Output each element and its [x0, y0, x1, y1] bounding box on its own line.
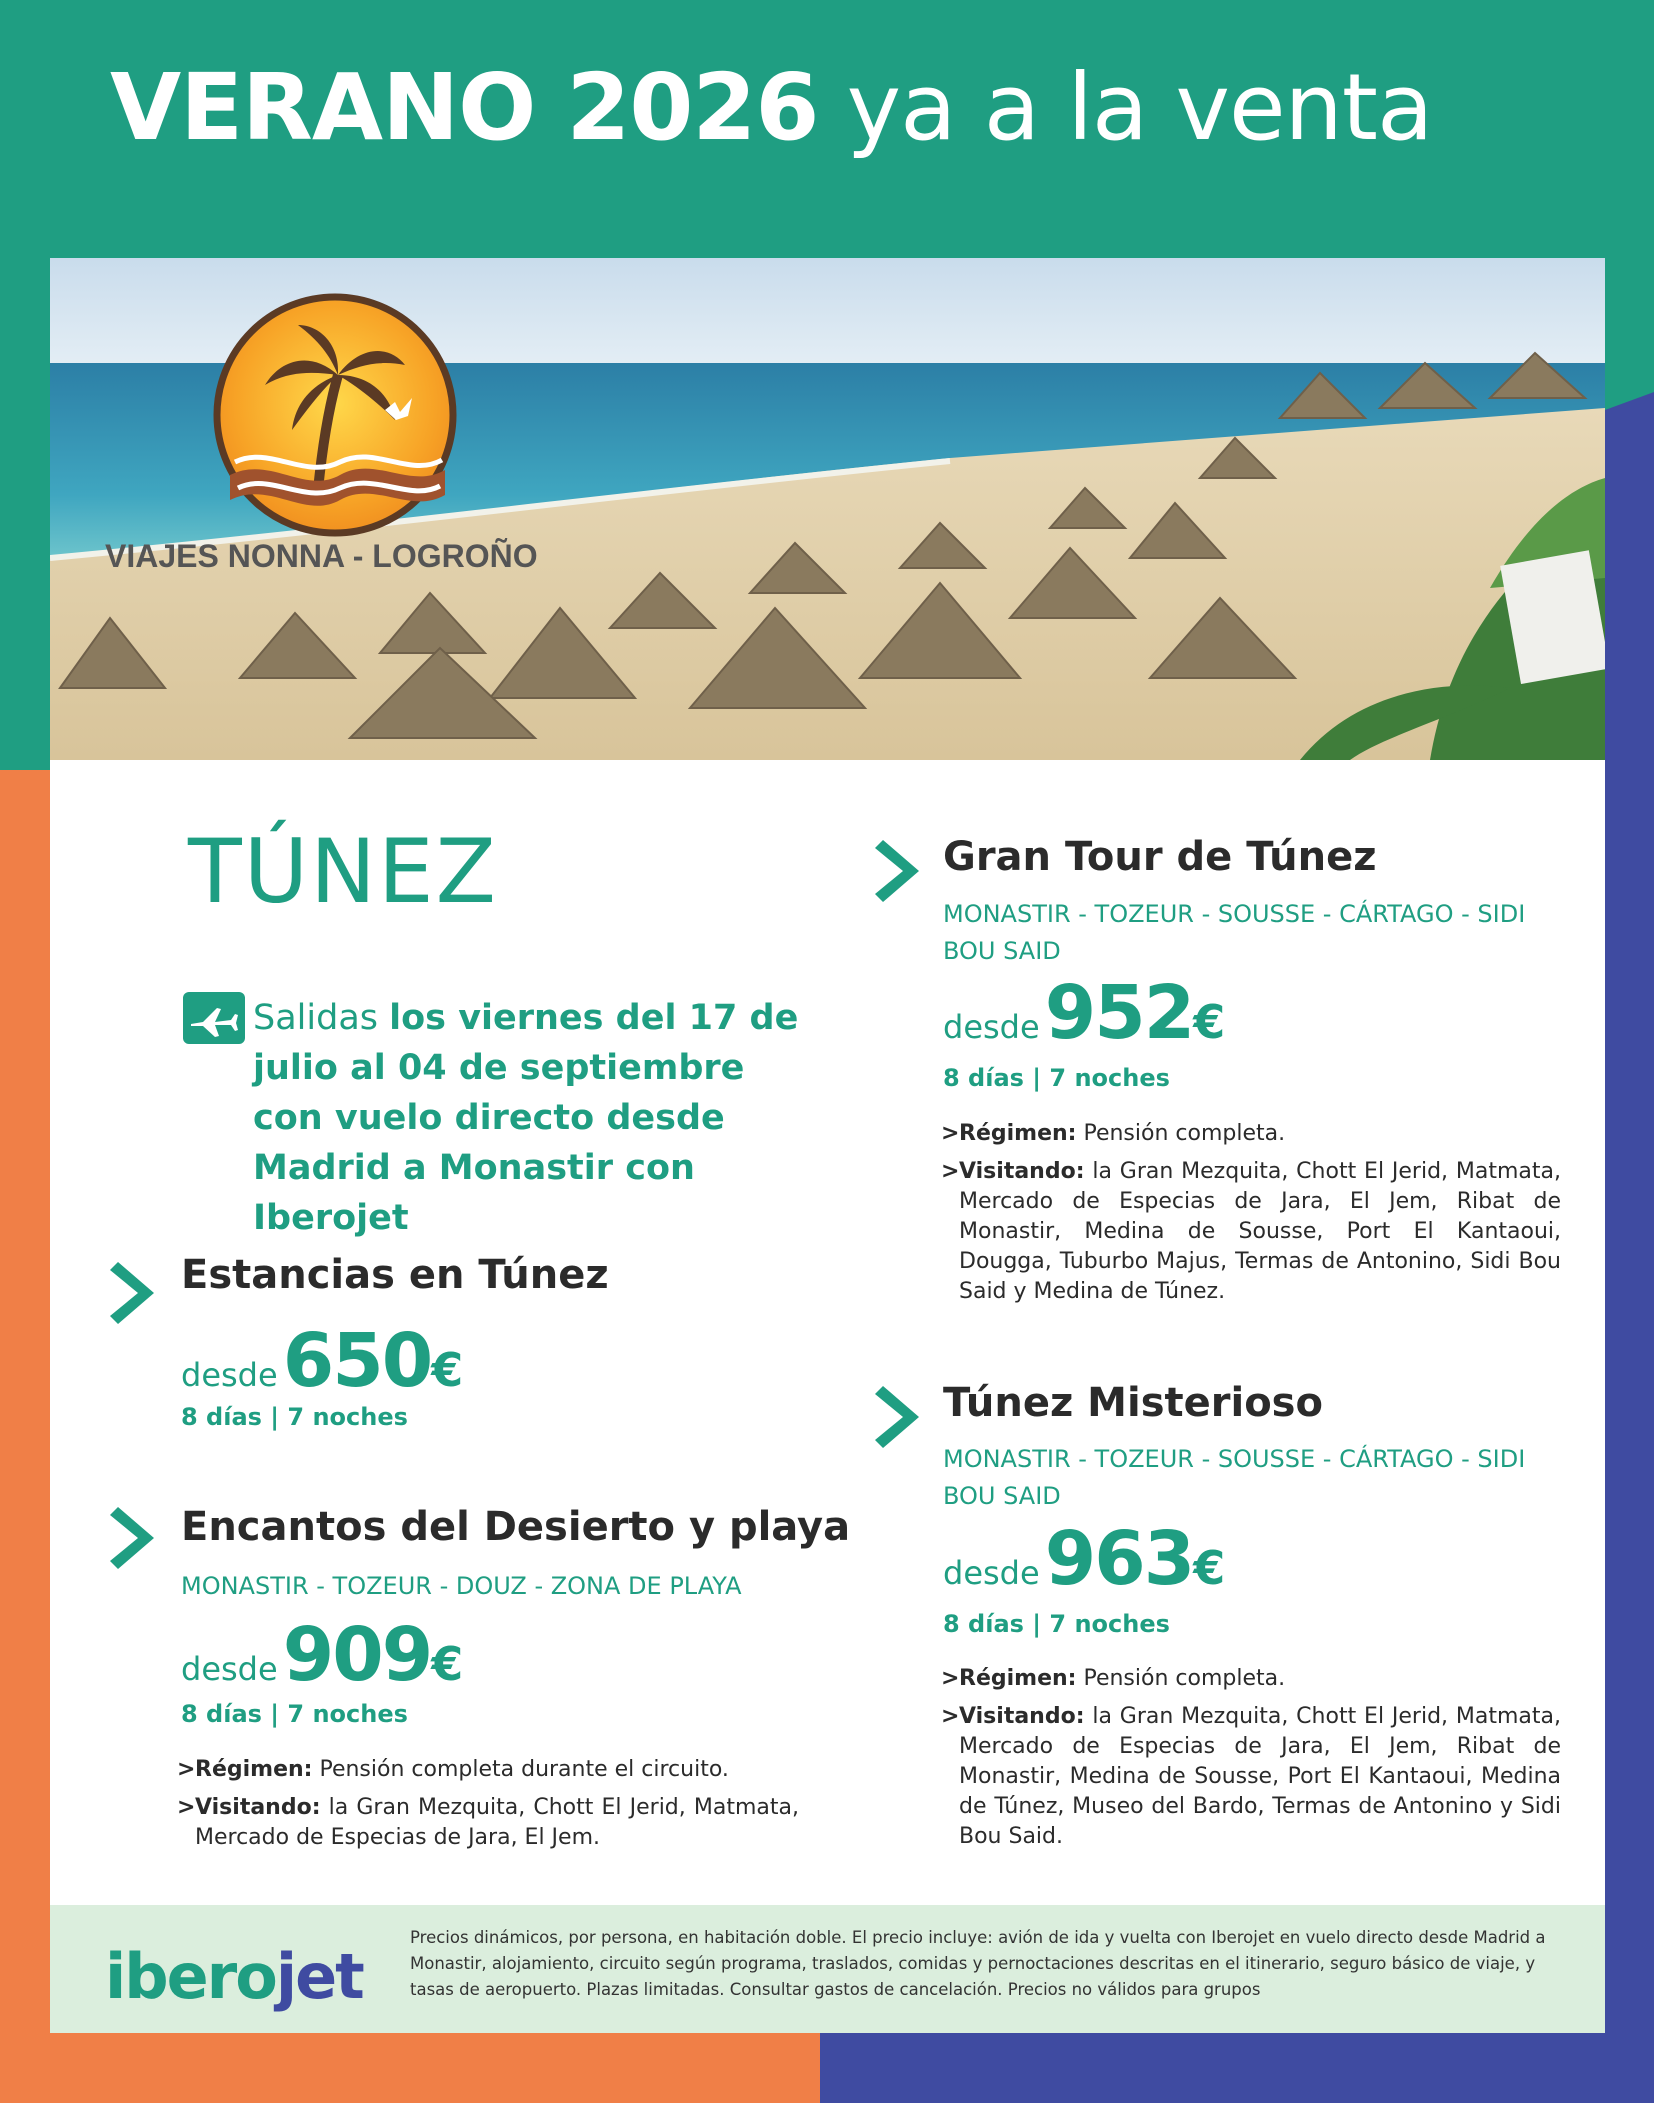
departures-intro: Salidas	[253, 998, 390, 1038]
bullet-marker: >	[941, 1666, 960, 1691]
regimen-text: Pensión completa.	[1083, 1666, 1286, 1691]
bullet-marker: >	[177, 1795, 196, 1820]
offer-title: Gran Tour de Túnez	[943, 834, 1377, 880]
offer-title: Encantos del Desierto y playa	[181, 1504, 851, 1550]
offer-route: MONASTIR - TOZEUR - SOUSSE - CÁRTAGO - SIDI BOU SAID	[943, 900, 1526, 965]
regimen-label: Régimen:	[959, 1121, 1077, 1146]
offer-title: Estancias en Túnez	[181, 1252, 609, 1298]
fineprint: Precios dinámicos, por persona, en habitación doble. El precio incluye: avión de ida y vuelta con Iberojet en vuelo directo desde Madrid a Monastir, alojamiento, circuito según programa, traslados, comidas y pernoctaciones descritas en el itinerario, seguro básico de viaje, y tasas de aeropuerto. Plazas limitadas. Consultar gastos de cancelación. Precios no válidos para grupos	[410, 1928, 1546, 1999]
visitando-label: Visitando:	[195, 1795, 321, 1820]
brand-part-a: ibero	[105, 1940, 276, 2013]
chevron-right-icon	[110, 1503, 160, 1573]
offer-duration: 8 días | 7 noches	[181, 1700, 408, 1728]
offer-price	[181, 1318, 463, 1404]
headline-light: ya a la venta	[846, 54, 1433, 161]
offer-details	[941, 1119, 1561, 1315]
price-amount: 963	[1044, 1516, 1194, 1602]
price-currency: €	[431, 1343, 464, 1397]
offer-duration: 8 días | 7 noches	[181, 1403, 408, 1431]
regimen-label: Régimen:	[195, 1757, 313, 1782]
offer-details	[177, 1755, 799, 1861]
bullet-marker: >	[941, 1159, 960, 1184]
brand-part-b: jet	[275, 1940, 363, 2013]
offer-duration: 8 días | 7 noches	[943, 1064, 1170, 1092]
offer-price	[181, 1612, 463, 1698]
offer-price	[943, 1516, 1225, 1602]
regimen-line	[177, 1755, 799, 1785]
headline	[110, 48, 1432, 168]
visitando-label: Visitando:	[959, 1704, 1085, 1729]
bullet-marker: >	[177, 1757, 196, 1782]
regimen-text: Pensión completa durante el circuito.	[319, 1757, 729, 1782]
visitando-text: la Gran Mezquita, Chott El Jerid, Matmata, Mercado de Especias de Jara, El Jem.	[195, 1795, 799, 1850]
price-amount: 909	[282, 1612, 432, 1698]
departures-details: los viernes del 17 de julio al 04 de septiembre con vuelo directo desde Madrid a Monastir con Iberojet	[253, 998, 799, 1238]
chevron-right-icon	[875, 1382, 925, 1452]
destination-title: TÚNEZ	[188, 820, 498, 923]
visitando-text: la Gran Mezquita, Chott El Jerid, Matmata, Mercado de Especias de Jara, El Jem, Ribat de Monastir, Medina de Sousse, Port El Kantaoui, Dougga, Tuburbo Majus, Termas de Antonino, Sidi Bou Said y Medina de Túnez.	[959, 1159, 1561, 1304]
offer-price	[943, 970, 1225, 1056]
regimen-line	[941, 1119, 1561, 1149]
airplane-icon	[183, 992, 245, 1044]
price-amount: 650	[282, 1318, 432, 1404]
visitando-line	[941, 1702, 1561, 1852]
offer-duration: 8 días | 7 noches	[943, 1610, 1170, 1638]
price-currency: €	[1193, 995, 1226, 1049]
visitando-text: la Gran Mezquita, Chott El Jerid, Matmata, Mercado de Especias de Jara, El Jem, Ribat de Monastir, Medina de Sousse, Port El Kantaoui, Medina de Túnez, Museo del Bardo, Termas de Antonino y Sidi Bou Said.	[959, 1704, 1561, 1849]
chevron-right-icon	[110, 1258, 160, 1328]
price-currency: €	[1193, 1541, 1226, 1595]
bullet-marker: >	[941, 1121, 960, 1146]
price-prefix: desde	[181, 1356, 278, 1394]
offer-route: MONASTIR - TOZEUR - DOUZ - ZONA DE PLAYA	[181, 1572, 742, 1600]
price-prefix: desde	[181, 1650, 278, 1688]
agency-logo	[210, 290, 460, 540]
price-currency: €	[431, 1637, 464, 1691]
offer-route: MONASTIR - TOZEUR - SOUSSE - CÁRTAGO - SIDI BOU SAID	[943, 1445, 1526, 1510]
price-prefix: desde	[943, 1554, 1040, 1592]
regimen-text: Pensión completa.	[1083, 1121, 1286, 1146]
price-amount: 952	[1044, 970, 1194, 1056]
visitando-line	[941, 1157, 1561, 1307]
headline-bold: VERANO 2026	[110, 54, 819, 161]
regimen-label: Régimen:	[959, 1666, 1077, 1691]
bullet-marker: >	[941, 1704, 960, 1729]
visitando-line	[177, 1793, 799, 1853]
offer-details	[941, 1664, 1561, 1860]
agency-name: VIAJES NONNA - LOGROÑO	[105, 538, 538, 574]
price-prefix: desde	[943, 1008, 1040, 1046]
visitando-label: Visitando:	[959, 1159, 1085, 1184]
regimen-line	[941, 1664, 1561, 1694]
chevron-right-icon	[875, 836, 925, 906]
iberojet-logo	[105, 1940, 363, 2013]
offer-title: Túnez Misterioso	[943, 1380, 1323, 1426]
departures-text	[253, 993, 813, 1243]
